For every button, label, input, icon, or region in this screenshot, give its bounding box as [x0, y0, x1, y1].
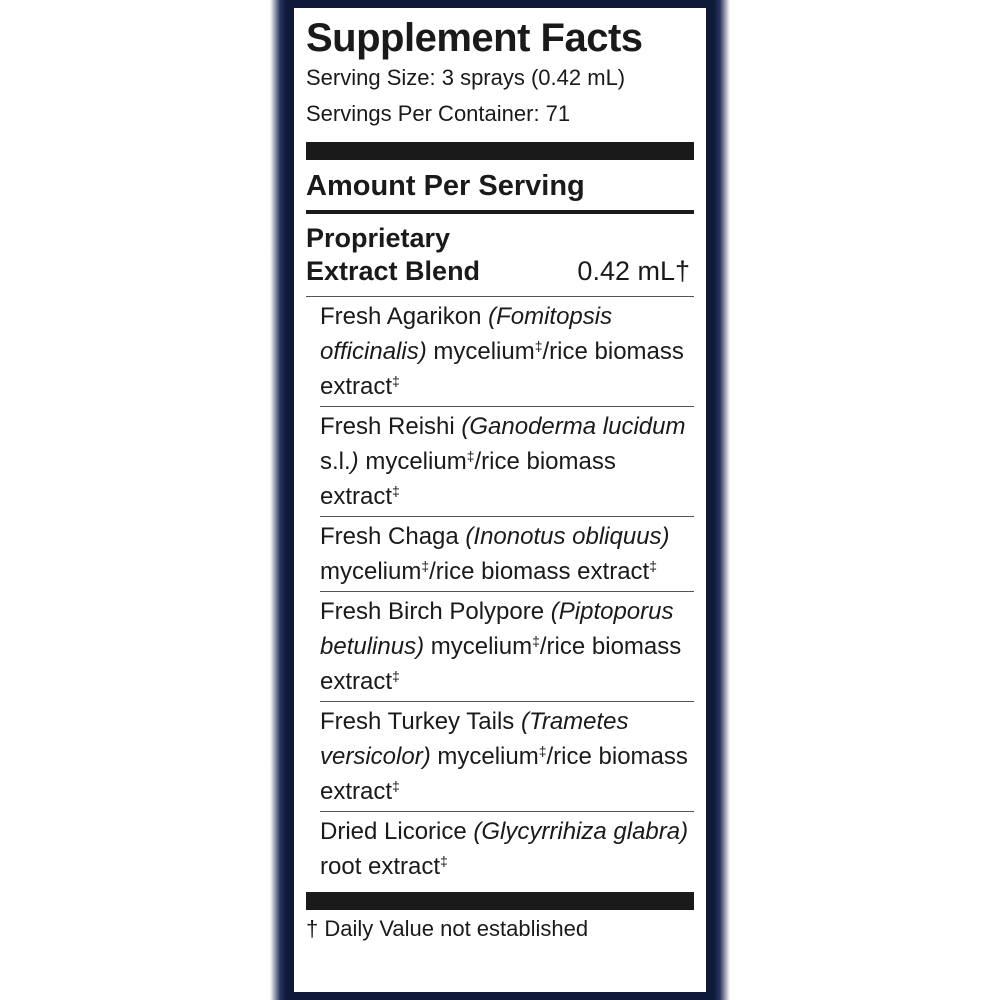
ingredient-extract: /rice biomass extract [429, 558, 650, 585]
ingredient-part: mycelium [426, 338, 535, 365]
double-dagger-mark: ‡ [649, 558, 658, 574]
ingredient-part: mycelium [358, 448, 467, 475]
double-dagger-mark: ‡ [392, 778, 400, 794]
double-dagger-mark: ‡ [532, 633, 540, 649]
panel-title: Supplement Facts [306, 16, 643, 60]
double-dagger-mark: ‡ [440, 853, 448, 869]
ingredient-part: mycelium [320, 558, 422, 585]
ingredient-common-name: Fresh Reishi [320, 413, 462, 440]
ingredient-latin-name: (Ganoderma lucidum [461, 413, 686, 440]
blend-name-line2: Extract Blend [306, 256, 481, 286]
ingredient-reishi [320, 407, 694, 517]
double-dagger-mark: ‡ [392, 483, 400, 499]
ingredient-agarikon [320, 297, 694, 407]
ingredient-list [320, 297, 694, 886]
divider-thick [306, 142, 694, 160]
blend-name-line1: Proprietary [306, 223, 451, 253]
ingredient-latin-name: (Glycyrrihiza glabra) [473, 818, 689, 845]
ingredient-common-name: Fresh Turkey Tails [320, 708, 521, 735]
ingredient-common-name: Dried Licorice [320, 818, 474, 845]
ingredient-latin-close: ) [350, 448, 359, 475]
double-dagger-mark: ‡ [538, 743, 547, 759]
background-left [0, 0, 286, 1000]
servings-per-container: Servings Per Container: 71 [306, 101, 571, 126]
ingredient-latin-name: (Fomitopsis officinalis) [320, 303, 613, 365]
ingredient-chaga [320, 517, 694, 592]
ingredient-licorice [320, 812, 694, 886]
ingredient-part: mycelium [430, 743, 539, 770]
ingredient-extract: /rice biomass extract [320, 633, 682, 695]
ingredient-part: mycelium [424, 633, 533, 660]
ingredient-turkey-tails [320, 702, 694, 812]
double-dagger-mark: ‡ [466, 448, 475, 464]
amount-per-serving-header: Amount Per Serving [306, 162, 694, 214]
double-dagger-mark: ‡ [392, 668, 400, 684]
serving-size: Serving Size: 3 sprays (0.42 mL) [306, 65, 626, 90]
footnote-daily-value: † Daily Value not established [306, 916, 589, 941]
ingredient-part: root extract [320, 853, 441, 880]
ingredient-birch-polypore [320, 592, 694, 702]
ingredient-latin-extra: s.l. [320, 448, 351, 475]
background-right [714, 0, 1000, 1000]
ingredient-extract: /rice biomass extract [320, 743, 688, 805]
ingredient-extract: /rice biomass extract [320, 448, 616, 510]
ingredient-extract: /rice biomass extract [320, 338, 684, 400]
double-dagger-mark: ‡ [421, 558, 430, 574]
ingredient-common-name: Fresh Chaga [320, 523, 466, 550]
double-dagger-mark: ‡ [392, 373, 400, 389]
double-dagger-mark: ‡ [534, 338, 543, 354]
ingredient-common-name: Fresh Birch Polypore [320, 598, 551, 625]
ingredient-common-name: Fresh Agarikon [320, 303, 489, 330]
supplement-facts-panel [294, 8, 706, 992]
blend-amount: 0.42 mL† [577, 256, 690, 286]
divider-thick-bottom [306, 892, 694, 910]
proprietary-blend-row [306, 214, 694, 297]
blend-name [306, 222, 480, 288]
ingredient-latin-name: (Piptoporus betulinus) [320, 598, 674, 660]
ingredient-latin-name: (Inonotus obliquus) [465, 523, 670, 550]
ingredient-latin-name: (Trametes versicolor) [320, 708, 629, 770]
